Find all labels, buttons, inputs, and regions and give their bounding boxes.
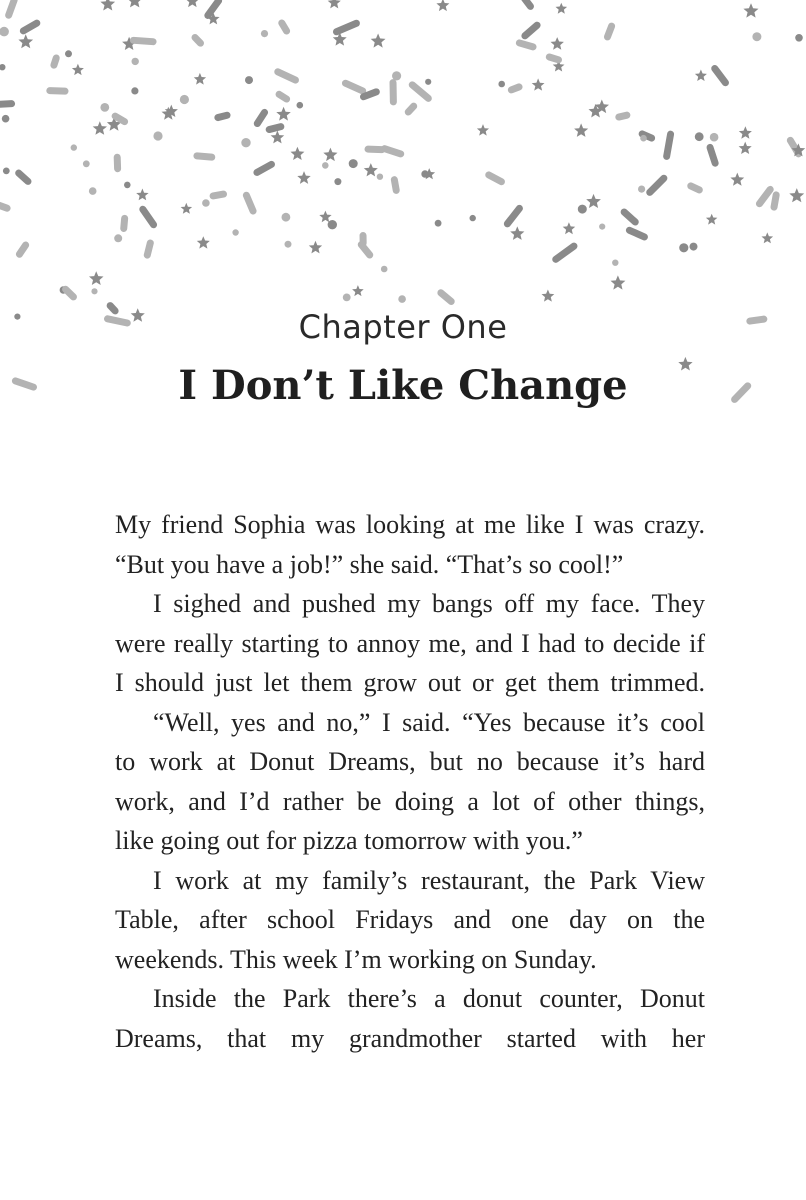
chapter-label: Chapter One xyxy=(298,308,508,346)
text-line: like going out for pizza tomorrow with you.” xyxy=(115,826,583,855)
text-line: were really starting to annoy me, and I had to decide if xyxy=(115,628,705,658)
text-line: Inside the Park there’s a donut counter, Donut xyxy=(153,984,705,1013)
text-line: to work at Donut Dreams, but no because it’s hard xyxy=(115,747,705,776)
text-line: I should just let them grow out or get them trimmed. xyxy=(115,668,705,697)
text-line: I sighed and pushed my bangs off my face. They xyxy=(153,589,705,618)
sprinkles-pattern-icon xyxy=(0,0,806,420)
body-text xyxy=(115,505,705,1058)
text-line: weekends. This week I’m working on Sunday. xyxy=(115,944,597,974)
text-line: Table, after school Fridays and one day on the xyxy=(115,905,705,934)
text-line: work, and I’d rather be doing a lot of other things, xyxy=(115,786,705,816)
chapter-title: I Don’t Like Change xyxy=(178,362,628,409)
text-line: I work at my family’s restaurant, the Park View xyxy=(153,865,705,895)
text-line: Dreams, that my grandmother started with her xyxy=(115,1023,705,1053)
text-line: “Well, yes and no,” I said. “Yes because it’s cool xyxy=(153,707,705,737)
text-line: “But you have a job!” she said. “That’s so cool!” xyxy=(115,549,624,579)
text-line: My friend Sophia was looking at me like I was crazy. xyxy=(115,510,705,539)
